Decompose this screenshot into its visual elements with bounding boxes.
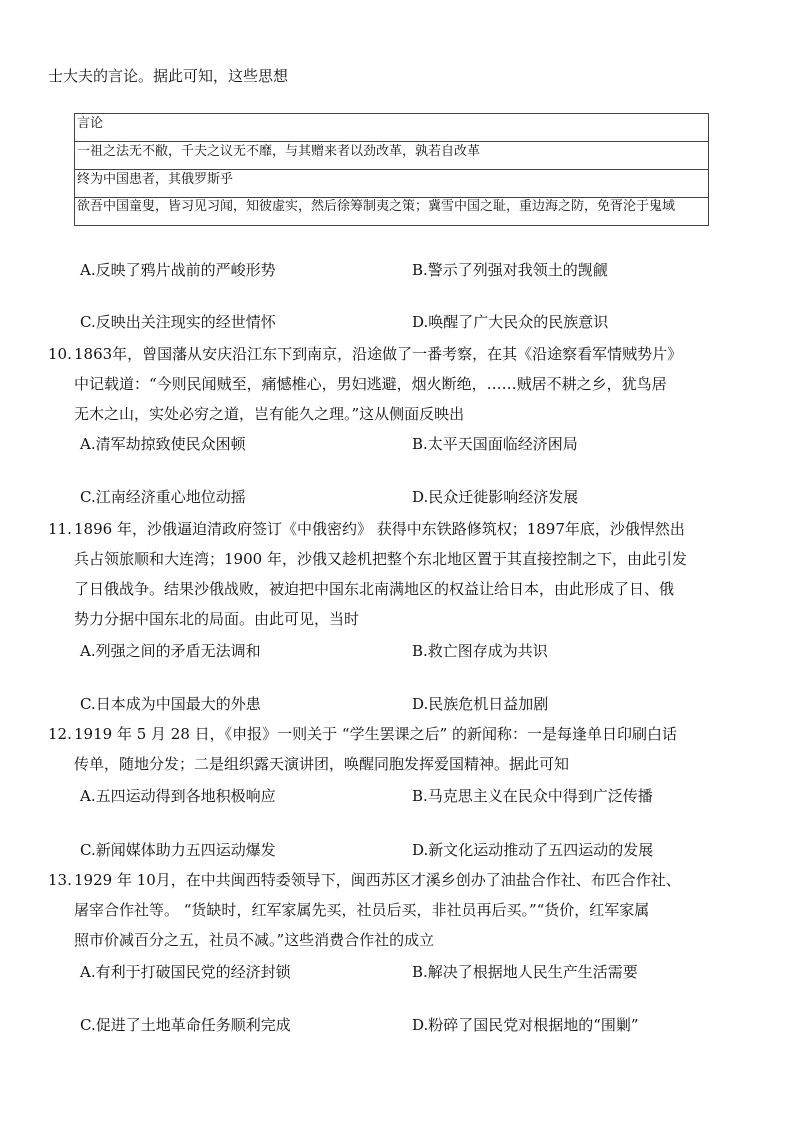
question-text: 1929 年 10月，在中共闽西特委领导下，闽西苏区才溪乡创办了油盐合作社、布匹合作社、 bbox=[74, 871, 681, 889]
question-number: 10. bbox=[48, 345, 72, 363]
q10-option-b[interactable]: B.太平天国面临经济困局 bbox=[412, 435, 578, 453]
question-13 bbox=[48, 865, 768, 955]
q12-option-d[interactable]: D.新文化运动推动了五四运动的发展 bbox=[412, 841, 654, 859]
q10-option-a[interactable]: A.清军劫掠致使民众困顿 bbox=[80, 435, 246, 453]
question-text: 屠宰合作社等。 “货缺时，红军家属先买，社员后买，非社员再后买。”“货价，红军家属 bbox=[74, 901, 650, 919]
q9-option-d[interactable]: D.唤醒了广大民众的民族意识 bbox=[412, 313, 609, 331]
q11-option-a[interactable]: A.列强之间的矛盾无法调和 bbox=[80, 642, 261, 660]
question-12 bbox=[48, 719, 768, 779]
question-text: 传单，随地分发；二是组织露天演讲团，唤醒同胞发挥爱国精神。据此可知 bbox=[74, 755, 570, 773]
quote-table bbox=[74, 113, 709, 226]
q10-option-d[interactable]: D.民众迁徙影响经济发展 bbox=[412, 488, 579, 506]
q12-option-b[interactable]: B.马克思主义在民众中得到广泛传播 bbox=[412, 787, 653, 805]
q12-option-a[interactable]: A.五四运动得到各地积极响应 bbox=[80, 787, 276, 805]
question-number: 13. bbox=[48, 871, 72, 889]
q11-option-c[interactable]: C.日本成为中国最大的外患 bbox=[80, 695, 261, 713]
q10-option-c[interactable]: C.江南经济重心地位动摇 bbox=[80, 488, 246, 506]
q9-option-c[interactable]: C.反映出关注现实的经世情怀 bbox=[80, 313, 276, 331]
question-text: 中记载道：“今则民闻贼至，痛憾椎心，男妇逃避，烟火断绝，……贼居不耕之乡，犹鸟居 bbox=[74, 375, 667, 393]
q12-option-c[interactable]: C.新闻媒体助力五四运动爆发 bbox=[80, 841, 276, 859]
q13-option-c[interactable]: C.促进了土地革命任务顺利完成 bbox=[80, 1016, 291, 1034]
q9-option-b[interactable]: B.警示了列强对我领土的觊觎 bbox=[412, 261, 608, 279]
question-number: 11. bbox=[48, 520, 72, 538]
question-10 bbox=[48, 339, 768, 429]
question-text: 势力分据中国东北的局面。由此可见，当时 bbox=[74, 610, 360, 628]
table-header-cell: 言论 bbox=[75, 114, 709, 142]
question-text: 了日俄战争。结果沙俄战败，被迫把中国东北南满地区的权益让给日本，由此形成了日、俄 bbox=[74, 580, 675, 598]
question-text: 1863年，曾国藩从安庆沿江东下到南京，沿途做了一番考察，在其《沿途察看军情贼势片》 bbox=[74, 345, 683, 363]
question-text: 1919 年 5 月 28 日，《申报》一则关于 “学生罢课之后” 的新闻称：一是每逢单日印刷白话 bbox=[74, 725, 678, 743]
table-row: 一祖之法无不敝，千夫之议无不靡，与其赠来者以劲改革，孰若自改革 bbox=[75, 142, 709, 170]
question-number: 12. bbox=[48, 725, 72, 743]
q11-option-b[interactable]: B.救亡图存成为共识 bbox=[412, 642, 548, 660]
question-11 bbox=[48, 514, 768, 634]
q13-option-d[interactable]: D.粉碎了国民党对根据地的“围剿” bbox=[412, 1016, 639, 1034]
q13-option-a[interactable]: A.有利于打破国民党的经济封锁 bbox=[80, 963, 291, 981]
question-text: 兵占领旅顺和大连湾；1900 年，沙俄又趁机把整个东北地区置于其直接控制之下，由此引发 bbox=[74, 550, 687, 568]
q11-option-d[interactable]: D.民族危机日益加剧 bbox=[412, 695, 549, 713]
table-row: 欲吾中国童叟，皆习见习闻，知彼虚实，然后徐筹制夷之策；冀雪中国之耻，重边海之防，免胥沦于鬼域 bbox=[75, 198, 709, 226]
question-text: 1896 年，沙俄逼迫清政府签订《中俄密约》 获得中东铁路修筑权；1897年底，沙俄悍然出 bbox=[74, 520, 685, 538]
question-9-stem: 士大夫的言论。据此可知，这些思想 bbox=[48, 67, 289, 85]
table-row: 终为中国患者，其俄罗斯乎 bbox=[75, 170, 709, 198]
q9-option-a[interactable]: A.反映了鸦片战前的严峻形势 bbox=[80, 261, 276, 279]
question-text: 照市价减百分之五，社员不减。”这些消费合作社的成立 bbox=[74, 931, 435, 949]
question-text: 无木之山，实处必穷之道，岂有能久之理。”这从侧面反映出 bbox=[74, 405, 465, 423]
q13-option-b[interactable]: B.解决了根据地人民生产生活需要 bbox=[412, 963, 638, 981]
